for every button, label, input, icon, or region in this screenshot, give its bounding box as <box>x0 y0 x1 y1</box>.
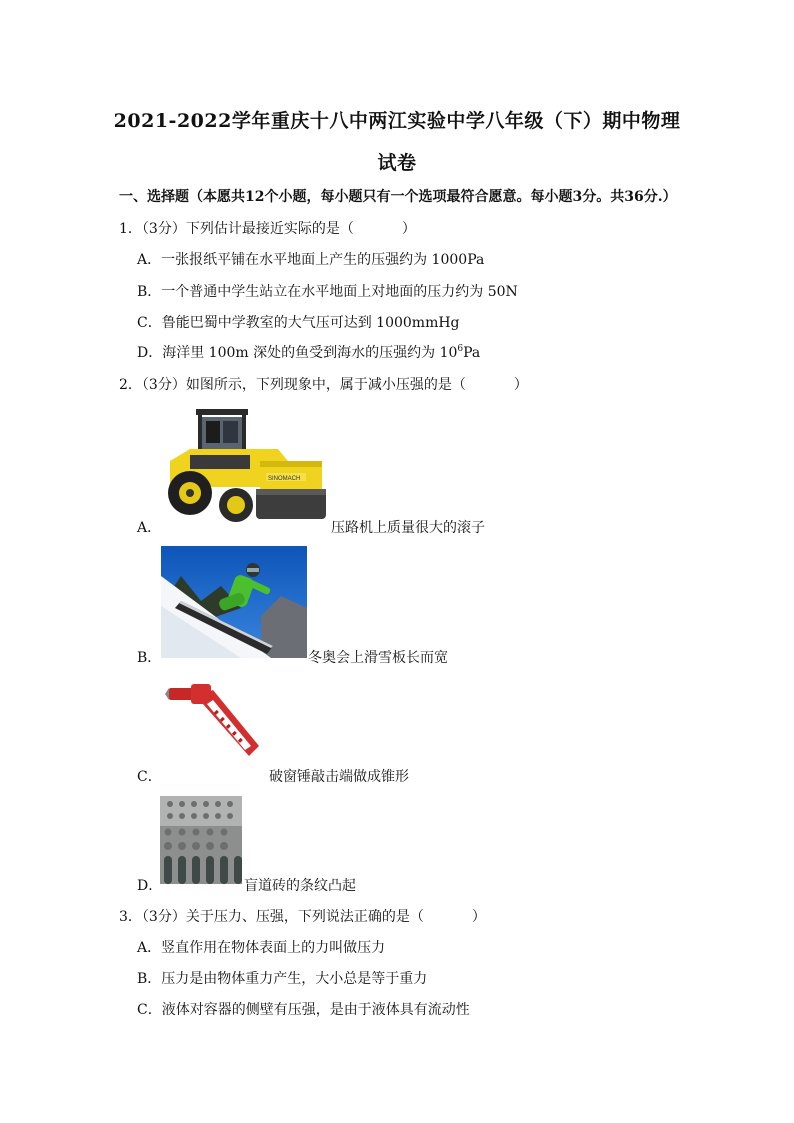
question-2-text: 2．（3分）如图所示，下列现象中，属于减小压强的是（ <box>119 377 466 393</box>
question-3-option-b: B．压力是由物体重力产生，大小总是等于重力 <box>137 971 428 987</box>
question-3-option-c: C．液体对容器的侧壁有压强，是由于液体具有流动性 <box>137 1002 470 1018</box>
question-2-option-a-letter: A． <box>137 520 162 536</box>
exam-title-line2: 试卷 <box>377 152 417 174</box>
question-2-option-c-letter: C． <box>137 769 162 785</box>
question-1-option-c: C．鲁能巴蜀中学教室的大气压可达到 1000mmHg <box>137 315 460 331</box>
exam-title-line1: 2021-2022学年重庆十八中两江实验中学八年级（下）期中物理 <box>113 110 681 132</box>
question-2-option-d-letter: D． <box>137 878 163 894</box>
section-heading: 一、选择题（本愿共12个小题，每小题只有一个选项最符合愿意。每小题3分。共36分.） <box>119 189 677 205</box>
question-3-option-a: A．竖直作用在物体表面上的力叫做压力 <box>137 940 386 956</box>
roller-brand-text: SINOMACH <box>268 476 301 482</box>
snowboarder-image <box>161 546 307 658</box>
question-3-stem <box>119 906 486 926</box>
option-d-exponent: 6 <box>457 344 464 354</box>
question-2-option-b-caption: 冬奥会上滑雪板长而宽 <box>308 650 448 666</box>
question-2-option-d-caption: 盲道砖的条纹凸起 <box>244 878 356 894</box>
question-1-option-a: A．一张报纸平铺在水平地面上产生的压强约为 1000Pa <box>137 252 485 268</box>
question-1-stem <box>119 218 416 238</box>
question-2-close: ） <box>513 377 528 393</box>
question-3-close: ） <box>471 909 486 925</box>
question-2-option-c-caption: 破窗锤敲击端做成锥形 <box>269 769 409 785</box>
question-1-option-b: B．一个普通中学生站立在水平地面上对地面的压力约为 50N <box>137 284 518 300</box>
option-d-unit: Pa <box>463 345 481 361</box>
tactile-paving-image <box>160 796 242 884</box>
safety-hammer-image <box>165 680 265 766</box>
question-1-close: ） <box>401 221 416 237</box>
road-roller-image <box>160 405 332 525</box>
question-2-option-b-letter: B． <box>137 650 162 666</box>
option-d-text: D．海洋里 100m 深处的鱼受到海水的压强约为 10 <box>137 345 458 361</box>
question-3-text: 3．（3分）关于压力、压强，下列说法正确的是（ <box>119 909 424 925</box>
question-2-option-a-caption: 压路机上质量很大的滚子 <box>331 520 485 536</box>
question-2-stem <box>119 374 528 394</box>
question-1-text: 1．（3分）下列估计最接近实际的是（ <box>119 221 354 237</box>
question-1-option-d <box>137 342 480 362</box>
